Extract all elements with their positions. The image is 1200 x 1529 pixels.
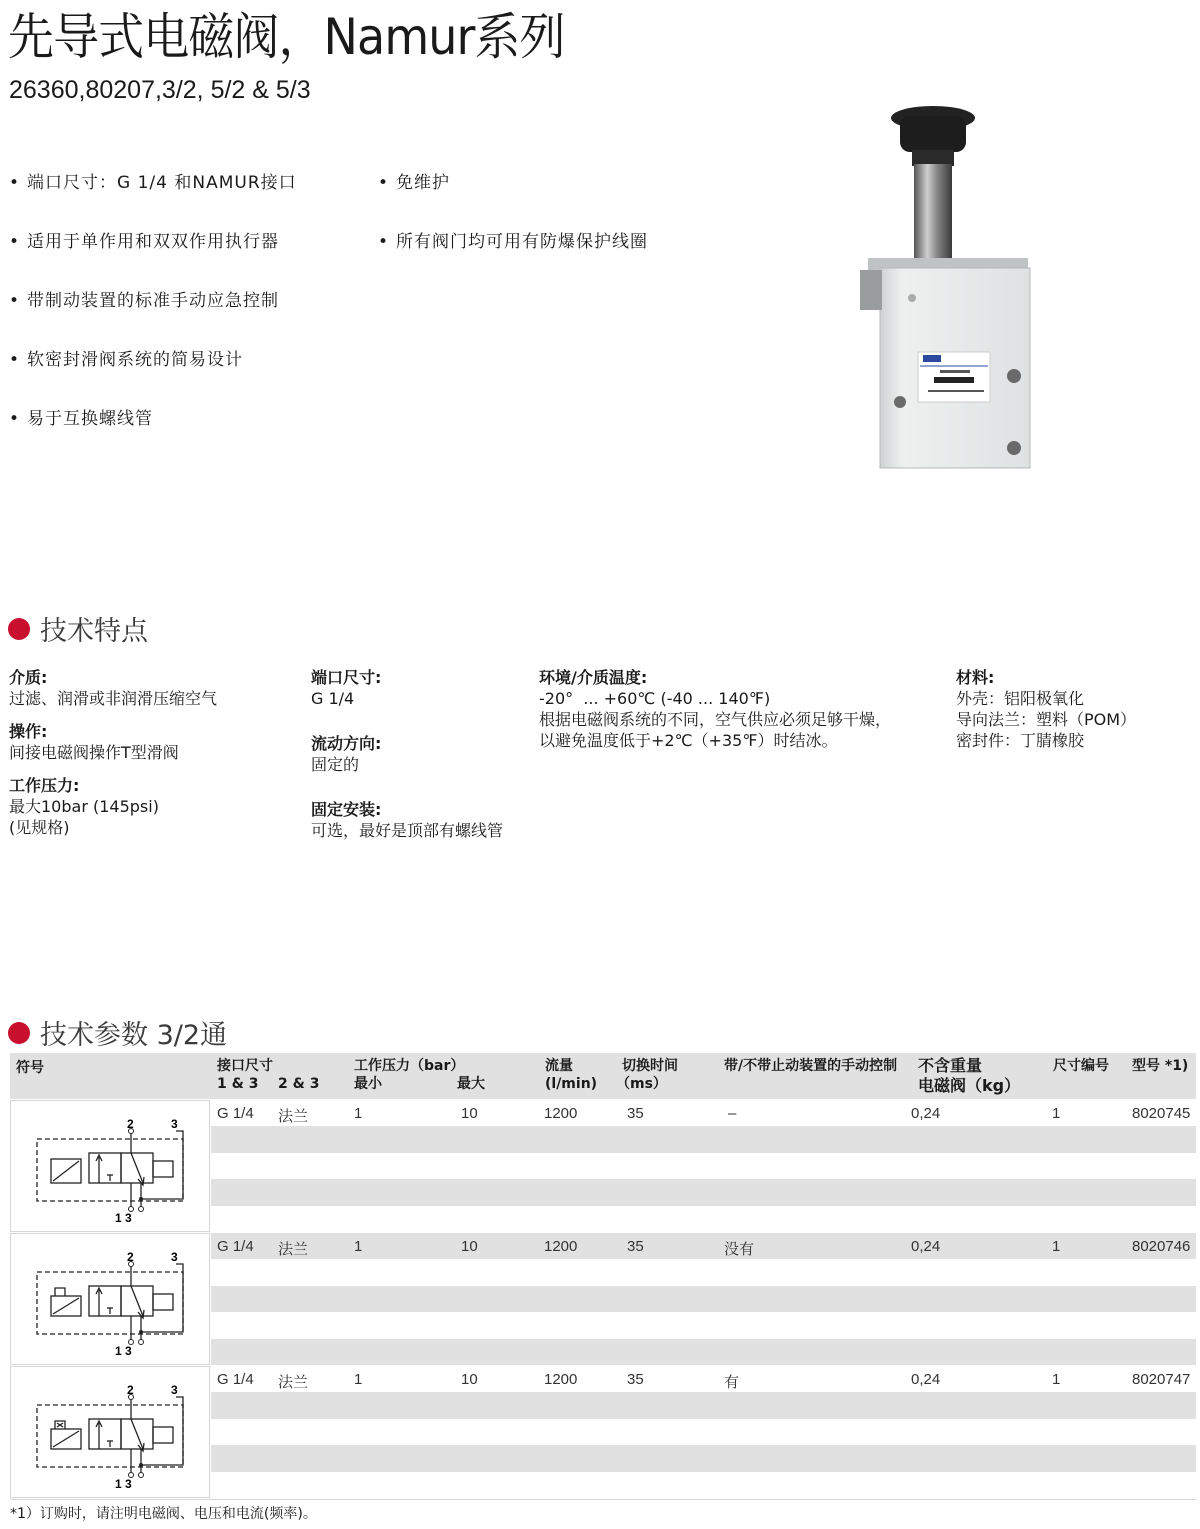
page-title: 先导式电磁阀，Namur系列: [8, 8, 565, 66]
bullet-item: • 软密封滑阀系统的简易设计: [9, 349, 243, 371]
valve-symbol: [10, 1100, 210, 1232]
params-heading: [8, 1013, 227, 1052]
feature-label: 流动方向:: [311, 734, 382, 753]
footnote: *1）订购时，请注明电磁阀、电压和电流(频率)。: [10, 1506, 317, 1522]
col-header-port: 接口尺寸: [217, 1058, 273, 1074]
bullet-item: • 所有阀门均可用有防爆保护线圈: [378, 231, 648, 253]
cell-flow: 1200: [544, 1105, 578, 1122]
cell-dim: 1: [1052, 1371, 1061, 1388]
cell-switch: 35: [627, 1105, 644, 1122]
feature-value: 过滤、润滑或非润滑压缩空气: [9, 689, 218, 708]
col-header-flow: 流量: [545, 1058, 573, 1074]
cell-min: 1: [354, 1238, 363, 1255]
page-subtitle: 26360,80207,3/2, 5/2 & 5/3: [9, 76, 311, 104]
col-header-symbol: 符号: [16, 1060, 44, 1076]
cell-flow: 1200: [544, 1238, 578, 1255]
feature-value: 可选，最好是顶部有螺线管: [311, 821, 504, 840]
valve-symbol-icon: [11, 1234, 209, 1364]
cell-port23: 法兰: [278, 1241, 309, 1258]
port-label-3: 3: [171, 1383, 178, 1397]
bullet-item: • 带制动装置的标准手动应急控制: [9, 290, 279, 312]
cell-port23: 法兰: [278, 1374, 309, 1391]
feature-value: 间接电磁阀操作T型滑阀: [9, 743, 179, 762]
cell-max: 10: [461, 1371, 478, 1388]
col-header-port-23: 2 & 3: [278, 1076, 320, 1092]
col-header-port-13: 1 & 3: [217, 1076, 259, 1092]
col-header-pressure-min: 最小: [354, 1076, 382, 1092]
port-label-2: 2: [127, 1383, 134, 1397]
col-header-manual: 带/不带止动装置的手动控制: [724, 1058, 898, 1074]
red-dot-icon: [8, 618, 30, 640]
col-header-switch-unit: （ms）: [616, 1076, 667, 1092]
cell-manual: 没有: [724, 1241, 755, 1258]
feature-value: 最大10bar (145psi) (见规格): [9, 797, 159, 837]
cell-flow: 1200: [544, 1371, 578, 1388]
cell-weight: 0,24: [911, 1238, 941, 1255]
cell-manual: –: [728, 1105, 737, 1122]
cell-model: 8020747: [1132, 1371, 1191, 1388]
product-photo: [850, 100, 1050, 480]
table-row: [10, 1366, 1196, 1498]
features-col-3: [539, 667, 891, 763]
col-header-weight: 不含重量: [918, 1056, 983, 1075]
red-dot-icon: [8, 1022, 30, 1044]
feature-label: 环境/介质温度:: [539, 668, 648, 687]
valve-symbol: [10, 1366, 210, 1498]
col-header-model: 型号 *1): [1132, 1058, 1189, 1074]
feature-label: 端口尺寸:: [311, 668, 382, 687]
features-col-4: [956, 667, 1136, 763]
feature-value: 固定的: [311, 755, 360, 774]
port-label-13: 1 3: [115, 1211, 132, 1225]
cell-weight: 0,24: [911, 1105, 941, 1122]
cell-dim: 1: [1052, 1105, 1061, 1122]
port-label-13: 1 3: [115, 1477, 132, 1491]
bullet-item: • 端口尺寸：G 1/4 和NAMUR接口: [9, 172, 297, 194]
valve-symbol-icon: [11, 1101, 209, 1231]
feature-value: G 1/4: [311, 689, 355, 708]
bullet-item: • 易于互换螺线管: [9, 408, 153, 430]
bullet-item: • 适用于单作用和双双作用执行器: [9, 231, 279, 253]
features-col-1: [9, 667, 217, 850]
cell-max: 10: [461, 1105, 478, 1122]
col-header-dim: 尺寸编号: [1053, 1058, 1109, 1074]
cell-manual: 有: [724, 1374, 740, 1391]
cell-switch: 35: [627, 1371, 644, 1388]
feature-label: 固定安装:: [311, 800, 382, 819]
features-heading: [8, 609, 148, 648]
cell-min: 1: [354, 1105, 363, 1122]
port-label-3: 3: [171, 1250, 178, 1264]
table-row: [10, 1233, 1196, 1365]
col-header-switch: 切换时间: [622, 1058, 678, 1074]
bullet-item: • 免维护: [378, 172, 450, 194]
col-header-flow-unit: (l/min): [545, 1076, 598, 1092]
feature-label: 操作:: [9, 722, 48, 741]
cell-model: 8020746: [1132, 1238, 1191, 1255]
table-row: [10, 1100, 1196, 1232]
params-heading-text: 技术参数 3/2通: [40, 1020, 228, 1051]
cell-switch: 35: [627, 1238, 644, 1255]
cell-max: 10: [461, 1238, 478, 1255]
port-label-2: 2: [127, 1250, 134, 1264]
cell-dim: 1: [1052, 1238, 1061, 1255]
col-header-pressure-max: 最大: [457, 1076, 485, 1092]
col-header-weight-2: 电磁阀（kg）: [918, 1076, 1021, 1095]
cell-weight: 0,24: [911, 1371, 941, 1388]
valve-symbol-icon: [11, 1367, 209, 1497]
features-heading-text: 技术特点: [40, 616, 148, 647]
port-label-3: 3: [171, 1117, 178, 1131]
features-col-2: [311, 667, 503, 853]
cell-port23: 法兰: [278, 1108, 309, 1125]
feature-label: 介质:: [9, 668, 48, 687]
valve-symbol: [10, 1233, 210, 1365]
cell-port13: G 1/4: [217, 1105, 254, 1122]
feature-label: 工作压力:: [9, 776, 80, 795]
cell-min: 1: [354, 1371, 363, 1388]
params-table-header: [10, 1053, 1196, 1099]
port-label-13: 1 3: [115, 1344, 132, 1358]
feature-value: -20° ... +60℃ (-40 ... 140℉) 根据电磁阀系统的不同，空气供应必须足够干燥， 以避免温度低于+2℃（+35℉）时结冰。: [539, 689, 892, 750]
port-label-2: 2: [127, 1117, 134, 1131]
table-bottom-divider: [10, 1499, 1196, 1500]
feature-label: 材料:: [956, 668, 995, 687]
cell-port13: G 1/4: [217, 1371, 254, 1388]
feature-value: 外壳：铝阳极氧化 导向法兰：塑料（POM） 密封件：丁腈橡胶: [956, 689, 1137, 750]
cell-port13: G 1/4: [217, 1238, 254, 1255]
cell-model: 8020745: [1132, 1105, 1191, 1122]
col-header-pressure: 工作压力（bar）: [354, 1058, 465, 1074]
